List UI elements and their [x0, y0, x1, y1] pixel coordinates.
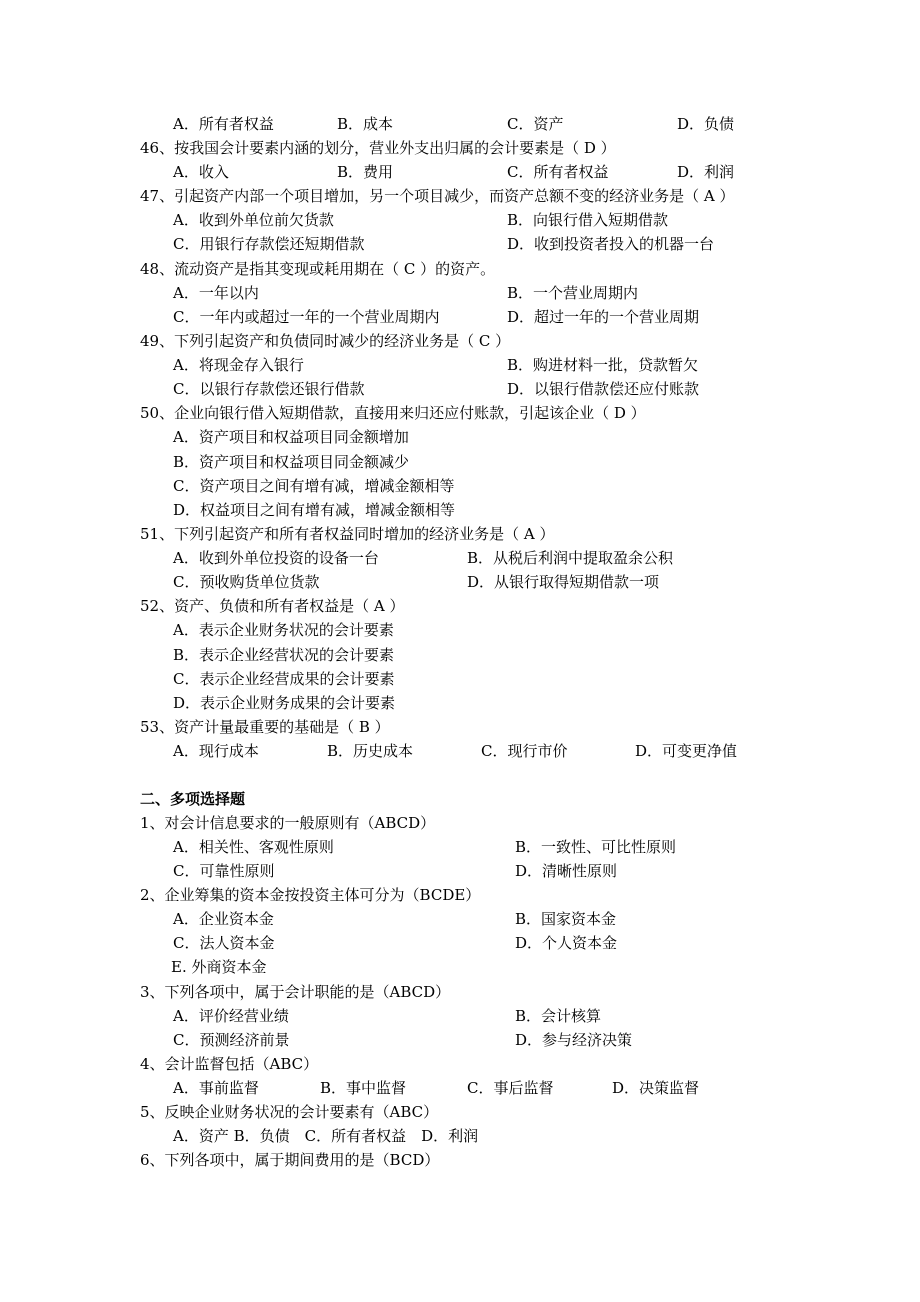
- question-49: 49、下列引起资产和负债同时减少的经济业务是（ C ）: [140, 332, 511, 350]
- option-a: A．收到外单位前欠货款: [173, 211, 334, 229]
- option-c: C．以银行存款偿还银行借款: [173, 380, 365, 398]
- option-d: D．从银行取得短期借款一项: [467, 573, 660, 591]
- question-m4: 4、会计监督包括（ABC）: [140, 1055, 319, 1073]
- options-line: A．资产 B．负债 C．所有者权益 D．利润: [173, 1127, 479, 1145]
- question-m1: 1、对会计信息要求的一般原则有（ABCD）: [140, 814, 436, 832]
- section-heading: 二、多项选择题: [140, 790, 246, 808]
- option-a: A．收入: [173, 163, 229, 181]
- option-c: C．资产: [507, 115, 564, 133]
- option-a: A．相关性、客观性原则: [173, 838, 334, 856]
- option-d: D．清晰性原则: [515, 862, 618, 880]
- option-b: B．成本: [337, 115, 394, 133]
- question-m2: 2、企业筹集的资本金按投资主体可分为（BCDE）: [140, 886, 481, 904]
- option-d: D．收到投资者投入的机器一台: [507, 235, 715, 253]
- option-d: D．决策监督: [612, 1079, 700, 1097]
- option-c: C．一年内或超过一年的一个营业周期内: [173, 308, 440, 326]
- option-d: D．可变更净值: [635, 742, 738, 760]
- question-51: 51、下列引起资产和所有者权益同时增加的经济业务是（ A ）: [140, 525, 555, 543]
- option-a: A．所有者权益: [173, 115, 274, 133]
- option-a: A．事前监督: [173, 1079, 259, 1097]
- option-b: B．表示企业经营状况的会计要素: [173, 646, 395, 664]
- option-d: D．权益项目之间有增有减，增减金额相等: [173, 501, 456, 519]
- option-b: B．向银行借入短期借款: [507, 211, 669, 229]
- option-c: C．预测经济前景: [173, 1031, 290, 1049]
- option-e: E. 外商资本金: [171, 958, 267, 976]
- question-m6: 6、下列各项中，属于期间费用的是（BCD）: [140, 1151, 440, 1169]
- option-d: D．参与经济决策: [515, 1031, 633, 1049]
- option-b: B．购进材料一批，贷款暂欠: [507, 356, 699, 374]
- option-b: B．费用: [337, 163, 394, 181]
- question-47: 47、引起资产内部一个项目增加，另一个项目减少，而资产总额不变的经济业务是（ A ）: [140, 187, 735, 205]
- question-48: 48、流动资产是指其变现或耗用期在（ C ）的资产。: [140, 260, 496, 278]
- option-d: D．表示企业财务成果的会计要素: [173, 694, 396, 712]
- option-c: C．预收购货单位货款: [173, 573, 320, 591]
- option-b: B．一致性、可比性原则: [515, 838, 677, 856]
- option-a: A．表示企业财务状况的会计要素: [173, 621, 394, 639]
- option-a: A．一年以内: [173, 284, 259, 302]
- option-d: D．超过一年的一个营业周期: [507, 308, 700, 326]
- option-a: A．将现金存入银行: [173, 356, 304, 374]
- option-d: D．以银行借款偿还应付账款: [507, 380, 700, 398]
- question-m3: 3、下列各项中，属于会计职能的是（ABCD）: [140, 983, 451, 1001]
- option-c: C．用银行存款偿还短期借款: [173, 235, 365, 253]
- option-c: C．可靠性原则: [173, 862, 275, 880]
- option-b: B．国家资本金: [515, 910, 617, 928]
- question-46: 46、按我国会计要素内涵的划分，营业外支出归属的会计要素是（ D ）: [140, 139, 616, 157]
- option-b: B．从税后利润中提取盈余公积: [467, 549, 674, 567]
- option-c: C．表示企业经营成果的会计要素: [173, 670, 395, 688]
- option-b: B．一个营业周期内: [507, 284, 639, 302]
- option-c: C．资产项目之间有增有减，增减金额相等: [173, 477, 455, 495]
- option-c: C．所有者权益: [507, 163, 609, 181]
- option-b: B．事中监督: [320, 1079, 407, 1097]
- option-b: B．会计核算: [515, 1007, 602, 1025]
- option-d: D．利润: [677, 163, 735, 181]
- option-a: A．收到外单位投资的设备一台: [173, 549, 379, 567]
- question-50: 50、企业向银行借入短期借款，直接用来归还应付账款，引起该企业（ D ）: [140, 404, 646, 422]
- option-c: C．现行市价: [481, 742, 568, 760]
- option-a: A．企业资本金: [173, 910, 274, 928]
- option-a: A．资产项目和权益项目同金额增加: [173, 428, 409, 446]
- option-a: A．现行成本: [173, 742, 259, 760]
- question-52: 52、资产、负债和所有者权益是（ A ）: [140, 597, 405, 615]
- option-a: A．评价经营业绩: [173, 1007, 289, 1025]
- option-c: C．事后监督: [467, 1079, 554, 1097]
- question-53: 53、资产计量最重要的基础是（ B ）: [140, 718, 390, 736]
- option-b: B．资产项目和权益项目同金额减少: [173, 453, 410, 471]
- option-d: D．个人资本金: [515, 934, 618, 952]
- option-c: C．法人资本金: [173, 934, 275, 952]
- option-d: D．负债: [677, 115, 735, 133]
- question-m5: 5、反映企业财务状况的会计要素有（ABC）: [140, 1103, 439, 1121]
- option-b: B．历史成本: [327, 742, 414, 760]
